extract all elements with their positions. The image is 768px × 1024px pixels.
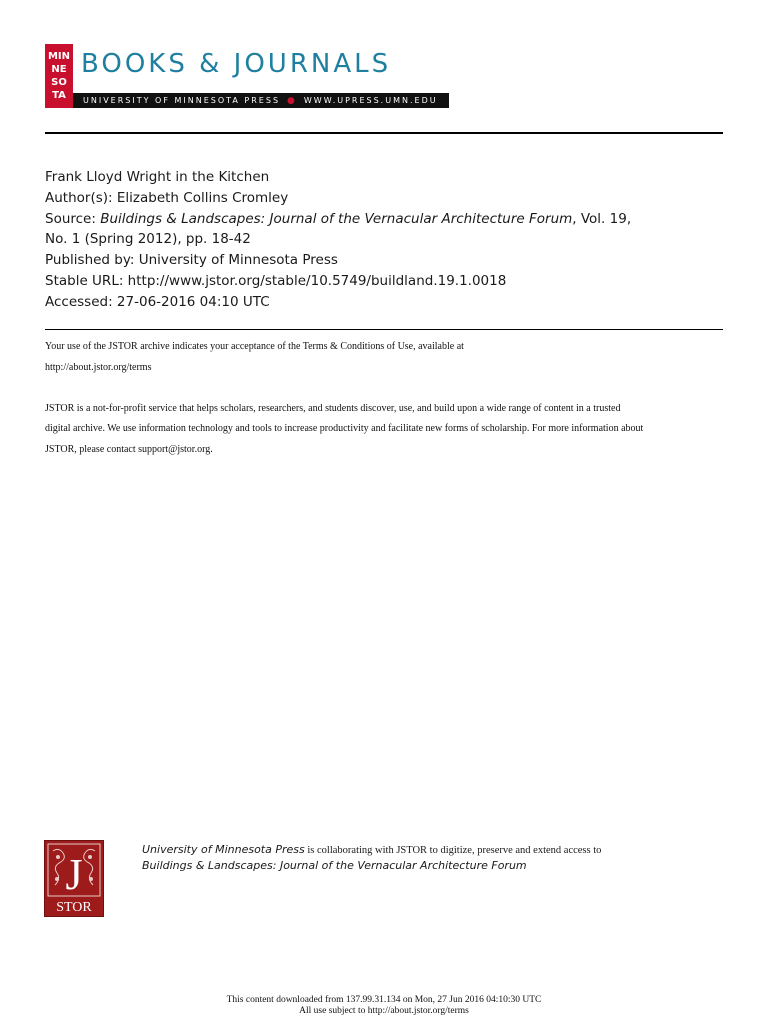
logo-line: MIN	[47, 51, 71, 62]
collab-publisher: University of Minnesota Press	[142, 843, 305, 856]
download-footer	[0, 995, 768, 1017]
about-line-3: JSTOR, please contact support@jstor.org.	[45, 444, 213, 455]
jstor-emblem-icon	[45, 841, 103, 916]
about-line-2: digital archive. We use information technology and tools to increase productivity and facilitate new forms of scholarship. For more information about	[45, 423, 644, 434]
collab-journal: Buildings & Landscapes: Journal of the Vernacular Architecture Forum	[142, 859, 527, 872]
article-publisher: Published by: University of Minnesota Press	[45, 252, 338, 269]
about-line-1: JSTOR is a not-for-profit service that helps scholars, researchers, and students discover, use, and build upon a wide range of content in a trusted	[45, 403, 621, 414]
collab-text: is collaborating with JSTOR to digitize, preserve and extend access to	[304, 845, 602, 856]
footer-line-1: This content downloaded from 137.99.31.134 on Mon, 27 Jun 2016 04:10:30 UTC	[226, 995, 542, 1005]
jstor-word: STOR	[56, 900, 92, 915]
accessed-date: Accessed: 27-06-2016 04:10 UTC	[45, 293, 270, 310]
article-source-issue: No. 1 (Spring 2012), pp. 18-42	[45, 231, 251, 248]
source-suffix: , Vol. 19,	[572, 210, 632, 227]
press-strip	[73, 93, 449, 108]
article-source	[45, 209, 735, 230]
publisher-banner	[45, 44, 450, 108]
banner-title: BOOKS & JOURNALS	[81, 49, 392, 79]
article-author: Author(s): Elizabeth Collins Cromley	[45, 189, 289, 206]
top-divider	[45, 132, 723, 134]
press-url[interactable]: WWW.UPRESS.UMN.EDU	[303, 96, 438, 105]
collab-line-2	[142, 858, 742, 873]
middle-divider	[45, 329, 723, 330]
source-prefix: Source:	[45, 210, 101, 227]
jstor-letter: J	[65, 850, 83, 899]
logo-line: NE	[51, 64, 67, 75]
logo-line: TA	[52, 90, 66, 101]
source-journal: Buildings & Landscapes: Journal of the Vernacular Architecture Forum	[100, 210, 573, 227]
bullet-icon: ●	[287, 95, 297, 106]
jstor-logo	[44, 840, 104, 917]
logo-line: SO	[51, 77, 67, 88]
terms-link[interactable]: http://about.jstor.org/terms	[45, 362, 152, 373]
citation-block	[45, 167, 735, 313]
footer-line-2[interactable]: All use subject to http://about.jstor.org/terms	[299, 1006, 469, 1016]
stable-url[interactable]: Stable URL: http://www.jstor.org/stable/10.5749/buildland.19.1.0018	[45, 272, 507, 289]
collab-line-1	[142, 842, 742, 858]
collaboration-notice	[142, 842, 742, 873]
minnesota-logo	[45, 44, 73, 108]
article-title: Frank Lloyd Wright in the Kitchen	[45, 169, 270, 185]
press-name: UNIVERSITY OF MINNESOTA PRESS	[83, 96, 281, 105]
terms-line-1: Your use of the JSTOR archive indicates your acceptance of the Terms & Conditions of Use, available at	[45, 341, 464, 352]
